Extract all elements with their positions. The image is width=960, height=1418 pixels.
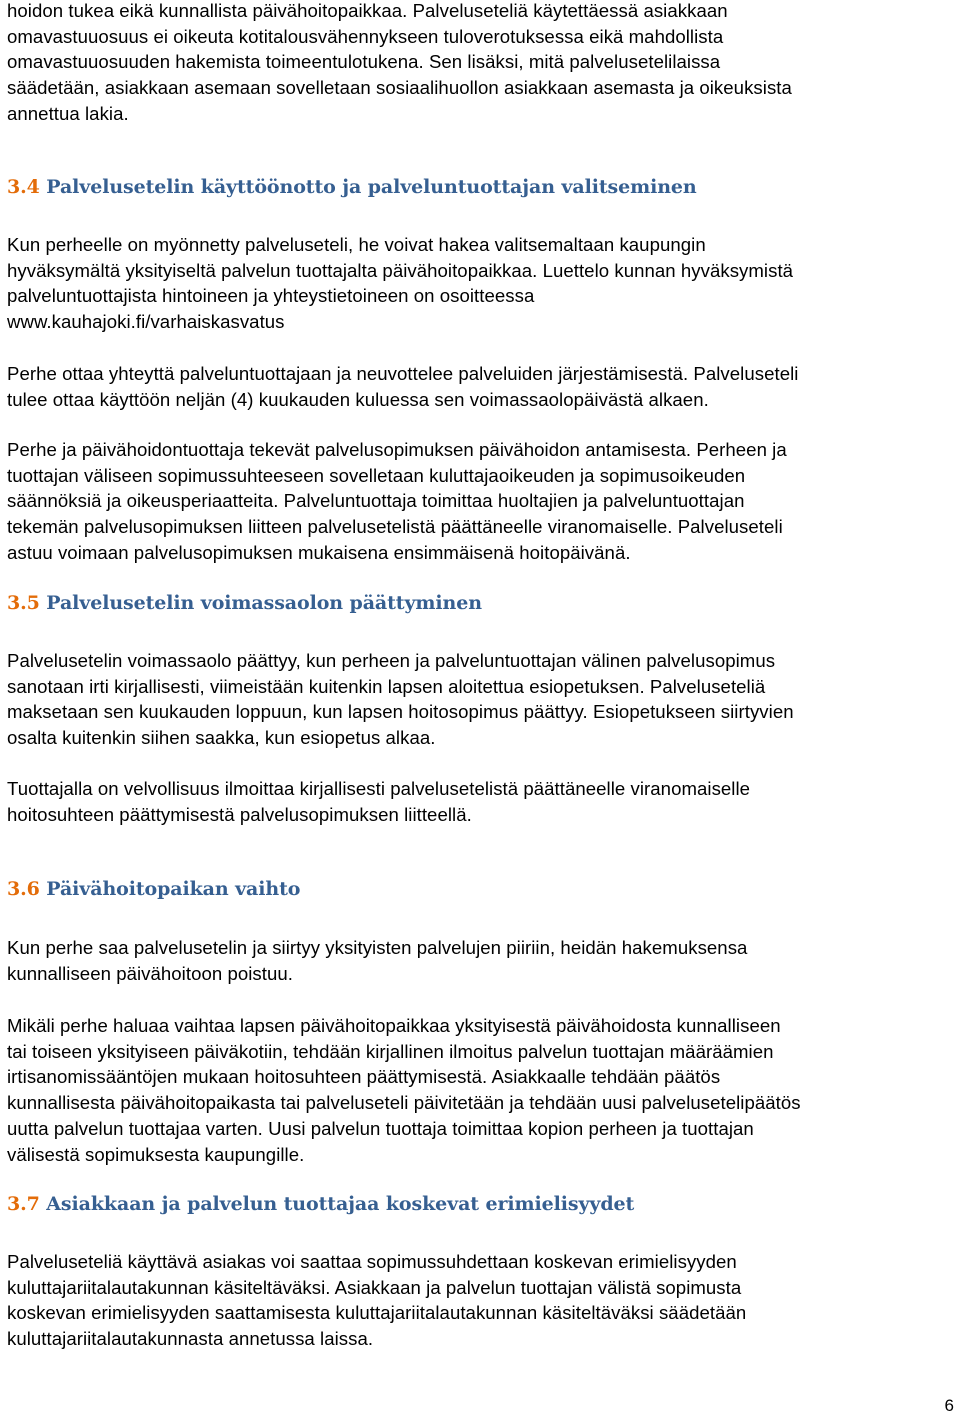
section-3-4-paragraph-2: Perhe ottaa yhteyttä palveluntuottajaan ja neuvottelee palveluiden järjestämisestä. Palveluseteli tulee ottaa käyttöön neljän (4) kuukauden kuluessa sen voimassaolopäivästä alkaen.	[7, 363, 799, 410]
section-title: Päivähoitopaikan vaihto	[46, 878, 301, 900]
section-3-6-paragraph-2: Mikäli perhe haluaa vaihtaa lapsen päivähoitopaikkaa yksityisestä päivähoidosta kunnalliseen tai toiseen yksityiseen päiväkotiin, tehdään kirjallinen ilmoitus palvelun tuottajan määräämien irtisanomissääntöjen mukaan hoitosuhteen päättymisestä. Asiakkaalle tehdään päätös kunnallisesta päivähoitopaikasta tai palveluseteli päivitetään ja tehdään uusi palvelusetelipäätös uutta palvelun tuottajaa varten. Uusi palvelun tuottaja toimittaa kopion perheen ja tuottajan välisestä sopimuksesta kaupungille.	[7, 1015, 801, 1165]
section-number: 3.6	[7, 878, 40, 900]
section-title: Palvelusetelin voimassaolon päättyminen	[46, 592, 482, 614]
section-3-4-heading	[7, 174, 697, 200]
section-3-5-paragraph-1: Palvelusetelin voimassaolo päättyy, kun perheen ja palveluntuottajan välinen palvelusopimus sanotaan irti kirjallisesti, viimeistään kuitenkin lapsen aloitettua esiopetuksen. Palveluseteliä maksetaan sen kuukauden loppuun, kun lapsen hoitosopimus päättyy. Esiopetukseen siirtyvien osalta kuitenkin siihen saakka, kun esiopetus alkaa.	[7, 650, 794, 749]
section-number: 3.5	[7, 592, 40, 614]
section-number: 3.4	[7, 176, 40, 198]
section-3-4-paragraph-3: Perhe ja päivähoidontuottaja tekevät palvelusopimuksen päivähoidon antamisesta. Perheen ja tuottajan väliseen sopimussuhteeseen sovelletaan kuluttajaoikeuden ja sopimusoikeuden säännöksiä ja oikeusperiaatteita. Palveluntuottaja toimittaa huoltajien ja palveluntuottajan tekemän palvelusopimuksen liitteen palvelusetelistä päättäneelle viranomaiselle. Palveluseteli astuu voimaan palvelusopimuksen mukaisena ensimmäisenä hoitopäivänä.	[7, 439, 787, 563]
section-3-7-heading	[7, 1191, 634, 1217]
section-3-6-paragraph-1: Kun perhe saa palvelusetelin ja siirtyy yksityisten palvelujen piiriin, heidän hakemuksensa kunnalliseen päivähoitoon poistuu.	[7, 937, 748, 984]
section-title: Asiakkaan ja palvelun tuottajaa koskevat erimielisyydet	[46, 1193, 635, 1215]
page-number: 6	[944, 1396, 954, 1415]
section-3-7-paragraph-1: Palveluseteliä käyttävä asiakas voi saattaa sopimussuhdettaan koskevan erimielisyyden kuluttajariitalautakunnan käsiteltäväksi. Asiakkaan ja palvelun tuottajan välistä sopimusta koskevan erimielisyyden saattamisesta kuluttajariitalautakunnan käsiteltäväksi säädetään kuluttajariitalautakunnasta annetussa laissa.	[7, 1251, 747, 1350]
section-title: Palvelusetelin käyttöönotto ja palveluntuottajan valitseminen	[46, 176, 697, 198]
section-3-4-paragraph-1: Kun perheelle on myönnetty palveluseteli, he voivat hakea valitsemaltaan kaupungin hyväksymältä yksityiseltä palvelun tuottajalta päivähoitopaikkaa. Luettelo kunnan hyväksymistä palveluntuottajista hintoineen ja yhteystietoineen on osoitteessa www.kauhajoki.fi/varhaiskasvatus	[7, 234, 794, 333]
section-3-6-heading	[7, 876, 300, 902]
section-number: 3.7	[7, 1193, 40, 1215]
section-3-5-paragraph-2: Tuottajalla on velvollisuus ilmoittaa kirjallisesti palvelusetelistä päättäneelle viranomaiselle hoitosuhteen päättymisestä palvelusopimuksen liitteellä.	[7, 778, 751, 825]
section-3-5-heading	[7, 590, 482, 616]
intro-paragraph: hoidon tukea eikä kunnallista päivähoitopaikkaa. Palveluseteliä käytettäessä asiakkaan omavastuuosuus ei oikeuta kotitalousvähennykseen tuloverotuksessa eikä mahdollista omavastuuosuuden hakemista toimeentulotukena. Sen lisäksi, mitä palvelusetelilaissa säädetään, asiakkaan asemaan sovelletaan sosiaalihuollon asiakkaan asemasta ja oikeuksista annettua lakia.	[7, 0, 792, 124]
